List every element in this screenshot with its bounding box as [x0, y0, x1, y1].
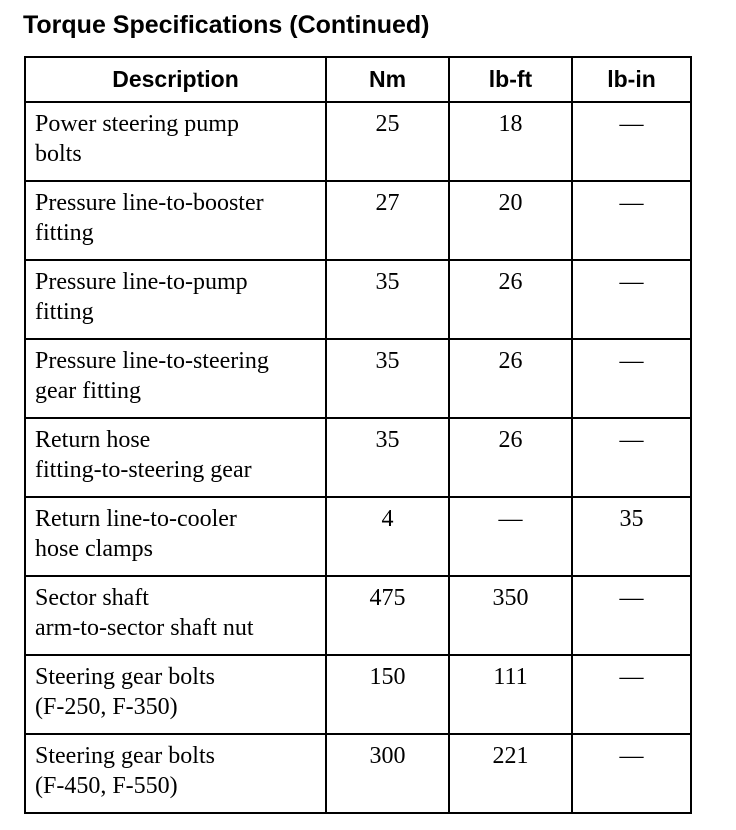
header-nm: Nm [326, 57, 449, 102]
nm-cell: 150 [326, 655, 449, 734]
lb-in-cell: — [572, 102, 691, 181]
table-row [25, 576, 691, 655]
table-header-row [25, 57, 691, 102]
table-row [25, 260, 691, 339]
table-row [25, 655, 691, 734]
table-row [25, 339, 691, 418]
lb-ft-cell: 350 [449, 576, 572, 655]
lb-in-cell: — [572, 418, 691, 497]
nm-cell: 35 [326, 339, 449, 418]
table-row [25, 497, 691, 576]
nm-cell: 35 [326, 418, 449, 497]
lb-ft-cell: 20 [449, 181, 572, 260]
header-lb-ft: lb-ft [449, 57, 572, 102]
lb-in-cell: — [572, 339, 691, 418]
lb-ft-cell: 111 [449, 655, 572, 734]
nm-cell: 25 [326, 102, 449, 181]
lb-in-cell: 35 [572, 497, 691, 576]
lb-ft-cell: 26 [449, 418, 572, 497]
description-cell: Steering gear bolts (F-450, F-550) [25, 734, 326, 813]
description-cell: Sector shaft arm-to-sector shaft nut [25, 576, 326, 655]
lb-ft-cell: — [449, 497, 572, 576]
lb-ft-cell: 26 [449, 260, 572, 339]
torque-spec-table [24, 56, 692, 814]
lb-in-cell: — [572, 655, 691, 734]
description-cell: Pressure line-to-steering gear fitting [25, 339, 326, 418]
description-cell: Return line-to-cooler hose clamps [25, 497, 326, 576]
description-cell: Pressure line-to-booster fitting [25, 181, 326, 260]
lb-in-cell: — [572, 576, 691, 655]
table-row [25, 181, 691, 260]
lb-ft-cell: 221 [449, 734, 572, 813]
lb-in-cell: — [572, 734, 691, 813]
page-title: Torque Specifications (Continued) [23, 11, 430, 39]
lb-in-cell: — [572, 260, 691, 339]
lb-in-cell: — [572, 181, 691, 260]
lb-ft-cell: 26 [449, 339, 572, 418]
description-cell: Steering gear bolts (F-250, F-350) [25, 655, 326, 734]
nm-cell: 475 [326, 576, 449, 655]
nm-cell: 35 [326, 260, 449, 339]
header-description: Description [25, 57, 326, 102]
description-cell: Power steering pump bolts [25, 102, 326, 181]
nm-cell: 300 [326, 734, 449, 813]
description-cell: Return hose fitting-to-steering gear [25, 418, 326, 497]
table-row [25, 734, 691, 813]
nm-cell: 27 [326, 181, 449, 260]
table-row [25, 102, 691, 181]
description-cell: Pressure line-to-pump fitting [25, 260, 326, 339]
lb-ft-cell: 18 [449, 102, 572, 181]
header-lb-in: lb-in [572, 57, 691, 102]
table-row [25, 418, 691, 497]
nm-cell: 4 [326, 497, 449, 576]
